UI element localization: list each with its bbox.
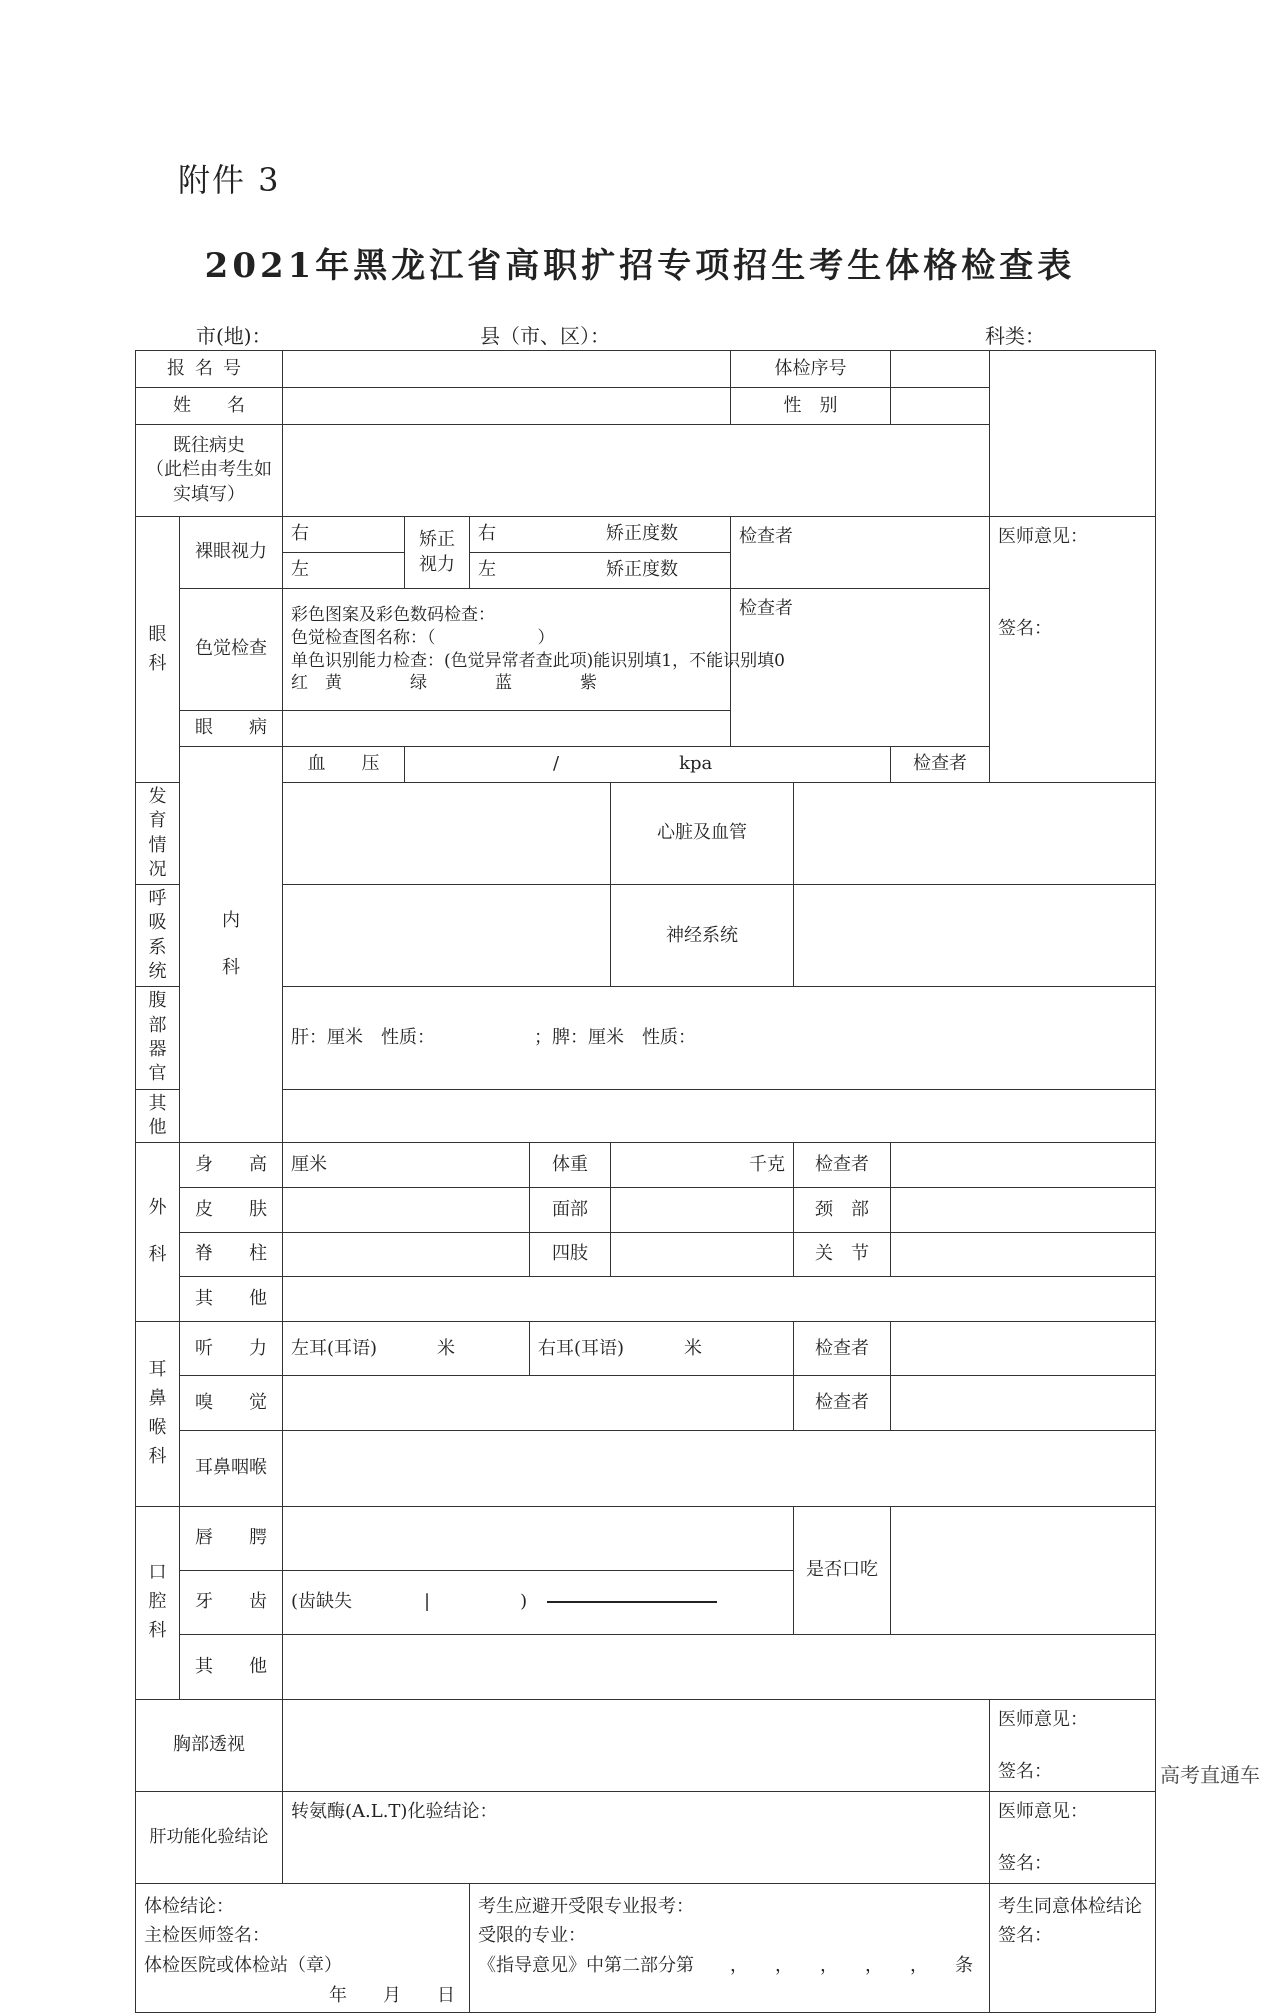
history-label [136,425,283,517]
neck-label: 颈 部 [794,1187,891,1232]
oral-dept-label [136,1506,180,1699]
chest-field[interactable] [283,1699,990,1791]
row-liver [136,1791,1156,1883]
history-title: 既往病史 [173,435,245,457]
signature-label: 签名： [998,618,1053,640]
photo-box [990,351,1156,517]
conclusion-label: 体检结论： [144,1895,234,1917]
row-internal-other [136,1089,1156,1143]
internal-dept-char: 内 [222,909,240,931]
eye-dept-char: 眼 [148,623,167,645]
alt-label: 转氨酶(A.L.T)化验结论： [291,1800,498,1822]
right-ear-label: 右耳(耳语) [538,1337,625,1359]
height-field[interactable] [283,1143,530,1188]
row-ent-item [136,1430,1156,1506]
nervous-field[interactable] [794,885,1156,987]
examiner-label: 检查者 [739,526,794,547]
eye-dept-label [136,517,180,783]
corrected-left-cell[interactable] [470,553,731,589]
height-examiner-field[interactable] [891,1143,1156,1188]
height-unit: 厘米 [291,1153,327,1175]
hearing-label: 听 力 [180,1321,283,1376]
stutter-field[interactable] [891,1506,1156,1635]
oral-dept-char: 口 [148,1562,167,1584]
respiratory-label: 呼吸系统 [136,885,180,987]
examiner-label: 检查者 [739,598,794,619]
county-label: 县（市、区）： [480,324,610,348]
city-label: 市(地)： [196,324,272,348]
ent-dept-char: 鼻 [148,1388,167,1410]
surgery-other-label: 其 他 [180,1277,283,1322]
name-label: 姓 名 [136,388,283,425]
bp-field[interactable] [405,747,891,783]
gender-label: 性 别 [731,388,891,425]
row-reg-no [136,351,1156,388]
eye-dept-char: 科 [148,652,167,674]
doctor-opinion-label: 医师意见： [998,1800,1089,1822]
signature-label: 签名： [998,1852,1053,1874]
neck-field[interactable] [891,1187,1156,1232]
conclusion-cell[interactable] [136,1883,470,2013]
row-conclusion [136,1883,1156,2013]
height-label: 身 高 [180,1143,283,1188]
hearing-examiner-field[interactable] [891,1321,1156,1376]
row-respiratory [136,885,1156,987]
surgery-dept-char: 科 [148,1244,167,1266]
attachment-label: 附件 3 [178,161,281,199]
row-development [136,783,1156,885]
naked-left-cell[interactable] [283,553,405,589]
doctor-opinion-label: 医师意见： [998,1708,1089,1730]
naked-vision-label: 裸眼视力 [180,517,283,589]
color-chart-name: 色觉检查图名称：（ ） [291,627,555,648]
eye-examiner-1[interactable] [731,517,990,589]
chest-label: 胸部透视 [136,1699,283,1791]
color-vision-label: 色觉检查 [180,589,283,711]
corrected-right-cell[interactable] [470,517,731,553]
teeth-detail: (齿缺失 | ) [291,1591,528,1613]
consent-cell[interactable] [990,1883,1156,2013]
liver-doctor-opinion[interactable] [990,1791,1156,1883]
teeth-label: 牙 齿 [180,1570,283,1634]
weight-label: 体重 [530,1143,611,1188]
meter-unit: 米 [684,1337,703,1359]
bp-slash: / [553,753,560,775]
weight-field[interactable] [611,1143,794,1188]
ent-dept-char: 喉 [148,1416,167,1438]
reg-no-field[interactable] [283,351,731,388]
color-test-line: 彩色图案及彩色数码检查： [291,604,495,625]
mono-color-test: 单色识别能力检查：(色觉异常者查此项)能识别填1，不能识别填0 [291,650,785,671]
eye-doctor-opinion[interactable] [990,517,1156,783]
history-field[interactable] [283,425,990,517]
heart-field[interactable] [794,783,1156,885]
oral-dept-char: 科 [148,1620,167,1641]
row-height [136,1143,1156,1188]
joints-label: 关 节 [794,1232,891,1277]
oral-other-field[interactable] [283,1635,1156,1699]
surgery-other-field[interactable] [283,1277,1156,1322]
skin-field[interactable] [283,1187,530,1232]
bp-unit: kpa [679,753,713,775]
form-title: 2021年黑龙江省高职扩招专项招生考生体格检查表 [204,246,1076,286]
skin-label: 皮 肤 [180,1187,283,1232]
row-eye-right [136,517,1156,553]
left-label: 左 [291,559,309,581]
ent-dept-char: 耳 [148,1359,167,1381]
hearing-examiner-label: 检查者 [794,1321,891,1376]
lip-field[interactable] [283,1506,794,1570]
corrected-vision-label: 矫正视力 [405,517,470,589]
spine-label: 脊 柱 [180,1232,283,1277]
date-label: 年 月 日 [329,1984,455,2006]
exam-seq-label: 体检序号 [731,351,891,388]
gender-field[interactable] [891,388,990,425]
spine-field[interactable] [283,1232,530,1277]
abdomen-label: 腹部器官 [136,987,180,1089]
respiratory-field[interactable] [283,885,611,987]
limbs-field[interactable] [611,1232,794,1277]
ent-dept-label [136,1321,180,1506]
ent-dept-char: 科 [148,1445,167,1467]
reg-no-label: 报名号 [136,351,283,388]
row-hearing [136,1321,1156,1376]
development-label: 发育情况 [136,783,180,885]
development-field[interactable] [283,783,611,885]
smell-examiner-field[interactable] [891,1376,1156,1431]
abdomen-detail: 肝：厘米 性质： ；脾：厘米 性质： [291,1026,696,1048]
exam-form-table [135,350,1156,2013]
row-surgery-other [136,1277,1156,1322]
liver-label: 肝功能化验结论 [136,1791,283,1883]
internal-other-field[interactable] [283,1089,1156,1143]
restricted-label: 受限的专业： [478,1925,586,1947]
hospital-label: 体检医院或体检站（章） [144,1954,342,1976]
liver-field[interactable] [283,1791,990,1883]
nervous-label: 神经系统 [611,885,794,987]
face-label: 面部 [530,1187,611,1232]
corr-degree-label: 矫正度数 [606,523,678,545]
chest-doctor-opinion[interactable] [990,1699,1156,1791]
corr-degree-label: 矫正度数 [606,559,678,581]
surgery-dept-label [136,1143,180,1322]
weight-unit: 千克 [749,1153,786,1175]
doctor-opinion-label: 医师意见： [998,526,1089,547]
oral-dept-char: 腔 [148,1591,167,1613]
heart-label: 心脏及血管 [611,783,794,885]
surgery-dept-char: 外 [148,1197,167,1219]
teeth-field[interactable] [283,1570,794,1634]
row-spine [136,1232,1156,1277]
height-examiner-label: 检查者 [794,1143,891,1188]
row-oral-other [136,1635,1156,1699]
watermark-text: 高考直通车 [1160,1763,1260,1787]
avoid-label: 考生应避开受限专业报考： [478,1895,694,1917]
consent-label: 考生同意体检结论签名： [998,1895,1143,1947]
naked-right-cell[interactable] [283,517,405,553]
smell-examiner-label: 检查者 [794,1376,891,1431]
chief-sign-label: 主检医师签名： [144,1925,270,1947]
face-field[interactable] [611,1187,794,1232]
teeth-underline [547,1601,717,1603]
bp-label: 血 压 [283,747,405,783]
oral-other-label: 其 他 [180,1635,283,1699]
internal-dept-char: 科 [222,956,240,978]
left-ear-label: 左耳(耳语) [291,1337,378,1359]
internal-dept-label [180,747,283,1143]
meter-unit: 米 [437,1337,456,1359]
lip-label: 唇 腭 [180,1506,283,1570]
name-field[interactable] [283,388,731,425]
left-ear-field[interactable] [283,1321,530,1376]
signature-label: 签名： [998,1760,1053,1782]
eye-disease-field[interactable] [283,711,731,747]
history-note: （此栏由考生如实填写） [146,459,272,505]
category-label: 科类： [985,324,1045,348]
stutter-label: 是否口吃 [794,1506,891,1635]
restriction-cell[interactable] [470,1883,990,2013]
left-label: 左 [478,559,496,581]
row-abdomen [136,987,1156,1089]
row-skin [136,1187,1156,1232]
row-smell [136,1376,1156,1431]
abdomen-field[interactable] [283,987,1156,1089]
ent-item-label: 耳鼻咽喉 [180,1430,283,1506]
ent-item-field[interactable] [283,1430,1156,1506]
row-chest [136,1699,1156,1791]
bp-examiner-label: 检查者 [891,747,990,783]
limbs-label: 四肢 [530,1232,611,1277]
right-label: 右 [478,523,496,545]
exam-seq-field[interactable] [891,351,990,388]
smell-label: 嗅 觉 [180,1376,283,1431]
right-ear-field[interactable] [530,1321,794,1376]
joints-field[interactable] [891,1232,1156,1277]
eye-disease-label: 眼 病 [180,711,283,747]
row-lip [136,1506,1156,1570]
guidance-label: 《指导意见》中第二部分第 ， ， ， ， ， 条 [478,1954,973,1976]
color-list: 红 黄 绿 蓝 紫 [291,673,597,694]
smell-field[interactable] [283,1376,794,1431]
internal-other-label: 其 他 [136,1089,180,1143]
right-label: 右 [291,523,309,545]
